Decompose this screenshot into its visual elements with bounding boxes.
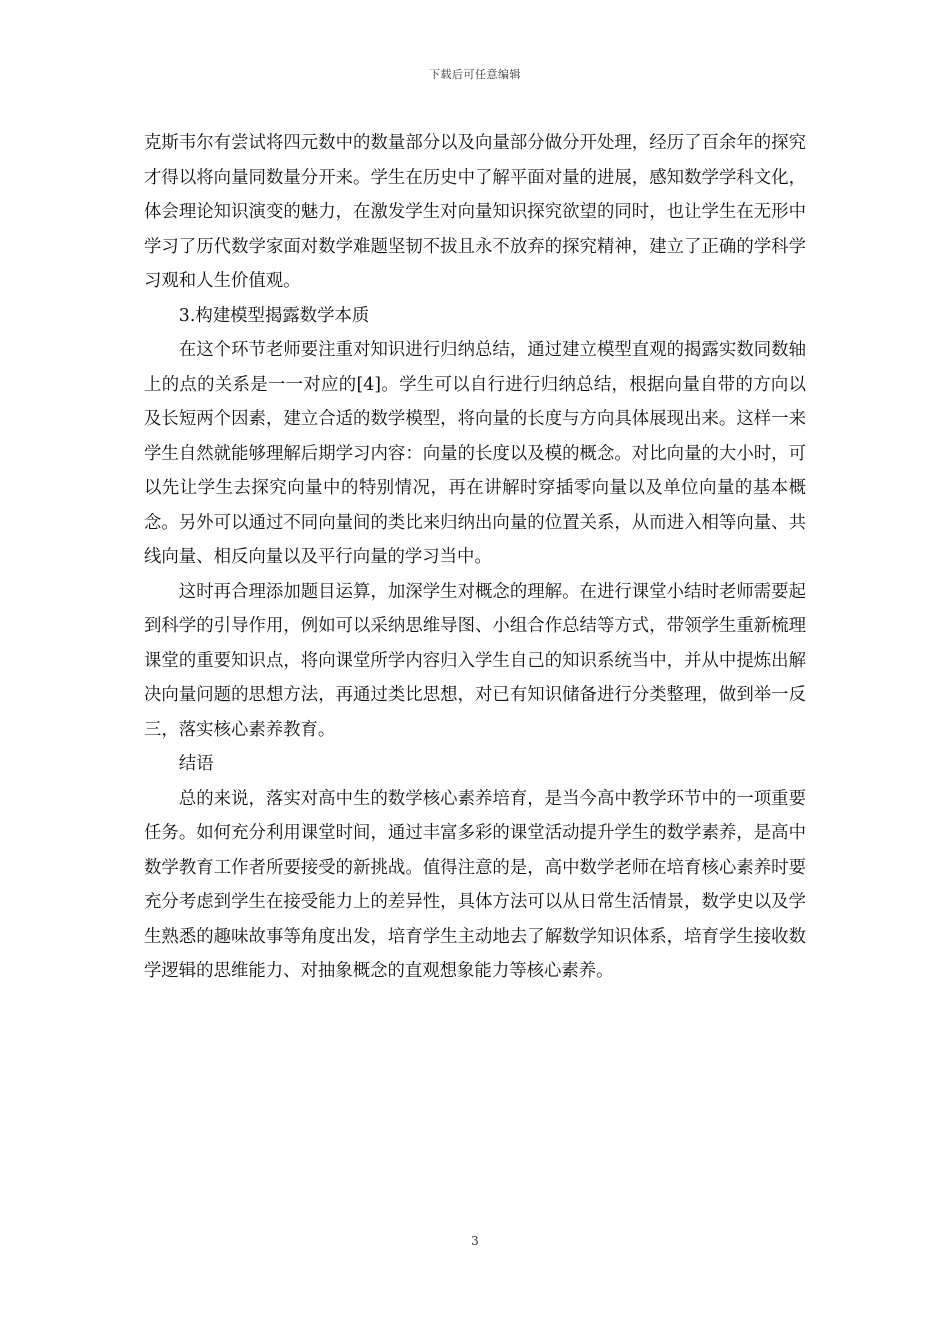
- paragraph-continued: 克斯韦尔有尝试将四元数中的数量部分以及向量部分做分开处理，经历了百余年的探究才得以将向量同数量分开来。学生在历史中了解平面对量的进展，感知数学学科文化，体会理论知识演变的魅力，在激发学生对向量知识探究欲望的同时，也让学生在无形中学习了历代数学家面对数学难题坚韧不拔且永不放弃的探究精神，建立了正确的学科学习观和人生价值观。: [144, 133, 806, 291]
- section-heading-build-model: 3.构建模型揭露数学本质: [178, 305, 370, 326]
- page-number: 3: [471, 1234, 479, 1248]
- page-header: 下载后可任意编辑: [429, 68, 521, 81]
- paragraph-summary-class: 这时再合理添加题目运算，加深学生对概念的理解。在进行课堂小结时老师需要起到科学的引导作用，例如可以采纳思维导图、小组合作总结等方式，带领学生重新梳理课堂的重要知识点，将向课堂所学内容归入学生自己的知识系统当中，并从中提炼出解决向量问题的思想方法，再通过类比思想，对已有知识储备进行分类整理，做到举一反三，落实核心素养教育。: [144, 581, 806, 740]
- paragraph-conclusion: 总的来说，落实对高中生的数学核心素养培育，是当今高中教学环节中的一项重要任务。如何充分利用课堂时间，通过丰富多彩的课堂活动提升学生的数学素养，是高中数学教育工作者所要接受的新挑战。值得注意的是，高中数学老师在培育核心素养时要充分考虑到学生在接受能力上的差异性，具体方法可以从日常生活情景，数学史以及学生熟悉的趣味故事等角度出发，培育学生主动地去了解数学知识体系，培育学生接收数学逻辑的思维能力、对抽象概念的直观想象能力等核心素养。: [144, 788, 806, 981]
- section-heading-conclusion: 结语: [178, 754, 214, 774]
- paragraph-model: 在这个环节老师要注重对知识进行归纳总结，通过建立模型直观的揭露实数同数轴上的点的关系是一一对应的[4]。学生可以自行进行归纳总结，根据向量自带的方向以及长短两个因素，建立合适的数学模型，将向量的长度与方向具体展现出来。这样一来学生自然就能够理解后期学习内容：向量的长度以及模的概念。对比向量的大小时，可以先让学生去探究向量中的特别情况，再在讲解时穿插零向量以及单位向量的基本概念。另外可以通过不同向量间的类比来归纳出向量的位置关系，从而进入相等向量、共线向量、相反向量以及平行向量的学习当中。: [144, 340, 806, 567]
- document-body: [144, 126, 806, 989]
